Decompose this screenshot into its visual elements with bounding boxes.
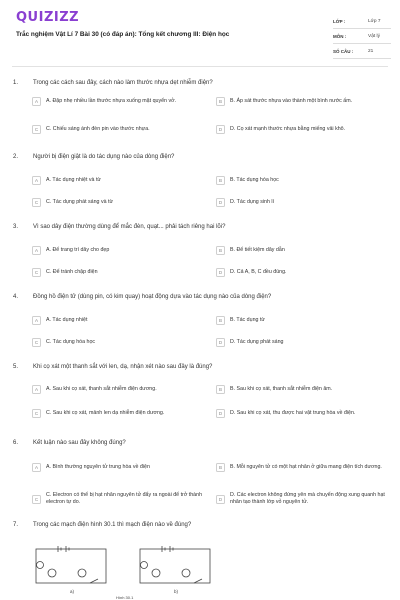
option-text: D. Cả A, B, C đều đúng. xyxy=(230,269,287,275)
ammeter-icon xyxy=(152,569,160,577)
option-letter-box: A xyxy=(32,97,41,106)
option-letter-box: D xyxy=(216,198,225,207)
option-b[interactable] xyxy=(216,463,392,472)
option-letter-box: C xyxy=(32,338,41,347)
question-text: Đồng hồ điện tử (dùng pin, có kim quay) hoạt động dựa vào tác dụng nào của dòng điện? xyxy=(33,294,272,300)
option-text: C. Electron có thể bị hạt nhân nguyên tử đẩy ra ngoài để trở thành electron tự do. xyxy=(46,492,203,505)
meta-row-subject xyxy=(333,29,391,44)
question-number: 5. xyxy=(13,364,19,370)
option-text: C. Để tránh chập điện xyxy=(46,269,98,275)
worksheet-meta xyxy=(333,14,391,59)
option-text: A. Tác dụng nhiệt và từ xyxy=(46,177,101,183)
option-text: C. Chiếu sáng ánh đèn pin vào thước nhựa. xyxy=(46,126,150,132)
lamp-icon xyxy=(141,562,148,569)
question-text: Người bị điện giật là do tác dụng nào của dòng điện? xyxy=(33,154,175,160)
option-letter-box: B xyxy=(216,463,225,472)
worksheet-header xyxy=(0,0,400,64)
meta-value: Lớp 7 xyxy=(368,18,381,24)
option-c[interactable] xyxy=(32,198,212,207)
option-text: B. Mỗi nguyên tử có một hạt nhân ở giữa mang điện tích dương. xyxy=(230,464,382,470)
circuit-b-label: b) xyxy=(174,589,179,594)
option-letter-box: C xyxy=(32,268,41,277)
option-letter-box: A xyxy=(32,246,41,255)
option-c[interactable] xyxy=(32,492,212,506)
header-divider xyxy=(12,66,388,67)
option-letter-box: B xyxy=(216,97,225,106)
option-c[interactable] xyxy=(32,268,212,277)
voltmeter-icon xyxy=(78,569,86,577)
option-letter-box: C xyxy=(32,409,41,418)
option-d[interactable] xyxy=(216,198,392,207)
question-text: Trong các mạch điện hình 30.1 thì mạch điện nào về đúng? xyxy=(33,522,192,528)
option-text: C. Tác dụng phát sáng và từ xyxy=(46,199,114,205)
meta-label: MÔN : xyxy=(333,33,347,39)
meta-value: 21 xyxy=(368,48,374,54)
option-letter-box: C xyxy=(32,495,41,504)
option-letter-box: C xyxy=(32,125,41,134)
option-text: B. Tác dụng hóa học xyxy=(230,177,279,183)
option-b[interactable] xyxy=(216,176,392,185)
option-d[interactable] xyxy=(216,125,392,134)
option-letter-box: D xyxy=(216,338,225,347)
option-letter-box: B xyxy=(216,246,225,255)
option-letter-box: A xyxy=(32,385,41,394)
option-a[interactable] xyxy=(32,385,212,394)
option-letter-box: A xyxy=(32,463,41,472)
question-number: 1. xyxy=(13,80,19,86)
question-number: 6. xyxy=(13,440,19,446)
meta-value: Vật lý xyxy=(368,33,380,39)
meta-label: LỚP : xyxy=(333,18,346,24)
option-text: C. Tác dụng hóa học xyxy=(46,339,96,345)
meta-label: SỐ CÂU : xyxy=(333,48,354,54)
option-letter-box: D xyxy=(216,409,225,418)
option-text: A. Sau khi cọ xát, thanh sắt nhiễm điện dương. xyxy=(46,386,157,392)
circuit-b-wire xyxy=(140,549,210,583)
option-c[interactable] xyxy=(32,125,212,134)
lamp-icon xyxy=(37,562,44,569)
option-d[interactable] xyxy=(216,268,392,277)
option-text: B. Để tiết kiệm dây dẫn xyxy=(230,247,285,253)
option-text: D. Cọ xát mạnh thước nhựa bằng miếng vải khô. xyxy=(230,126,346,132)
option-text: C. Sau khi cọ xát, mảnh len dạ nhiễm điện dương. xyxy=(46,410,165,416)
option-d[interactable] xyxy=(216,338,392,347)
option-text: A. Tác dụng nhiệt xyxy=(46,317,88,323)
switch-icon xyxy=(194,579,202,583)
circuit-a-wire xyxy=(36,549,106,583)
question-number: 3. xyxy=(13,224,19,230)
ammeter-icon xyxy=(48,569,56,577)
option-letter-box: C xyxy=(32,198,41,207)
option-b[interactable] xyxy=(216,385,392,394)
option-b[interactable] xyxy=(216,97,392,106)
option-letter-box: B xyxy=(216,316,225,325)
option-text: D. Sau khi cọ xát, thu được hai vật trung hòa về điện. xyxy=(230,410,356,416)
option-text: D. Tác dụng phát sáng xyxy=(230,339,284,345)
option-text: A. Để trang trí dây cho đẹp xyxy=(46,247,110,253)
option-c[interactable] xyxy=(32,338,212,347)
option-text: D. Các electron không đứng yên mà chuyển động xung quanh hạt nhân tạo thành lớp vỏ nguyên tử. xyxy=(230,492,385,505)
option-text: B. Áp sát thước nhựa vào thành một bình nước ấm. xyxy=(230,98,353,104)
option-d[interactable] xyxy=(216,492,392,506)
option-b[interactable] xyxy=(216,316,392,325)
option-letter-box: B xyxy=(216,176,225,185)
option-b[interactable] xyxy=(216,246,392,255)
circuit-diagram-figure xyxy=(30,545,220,600)
question-number: 2. xyxy=(13,154,19,160)
voltmeter-icon xyxy=(182,569,190,577)
switch-icon xyxy=(90,579,98,583)
quizizz-logo: QUIZIZZ xyxy=(16,10,80,25)
option-text: B. Tác dụng từ xyxy=(230,317,265,323)
option-letter-box: A xyxy=(32,316,41,325)
question-number: 7. xyxy=(13,522,19,528)
circuit-a-label: a) xyxy=(70,589,75,594)
question-text: Khi cọ xát một thanh sắt với len, dạ, nhận xét nào sau đây là đúng? xyxy=(33,364,213,370)
question-text: Vì sao dây điện thường dùng để mắc đèn, quạt... phải tách riêng hai lõi? xyxy=(33,224,226,230)
option-text: A. Bình thường nguyên tử trung hòa về điện xyxy=(46,464,150,470)
question-text: Trong các cách sau đây, cách nào làm thước nhựa dẹt nhiễm điện? xyxy=(33,80,213,86)
option-a[interactable] xyxy=(32,316,212,325)
question-text: Kết luận nào sau đây không đúng? xyxy=(33,440,126,446)
figure-caption: Hình 30.1 xyxy=(116,595,134,600)
option-letter-box: D xyxy=(216,495,225,504)
option-text: B. Sau khi cọ xát, thanh sắt nhiễm điện âm. xyxy=(230,386,333,392)
option-a[interactable] xyxy=(32,176,212,185)
question-number: 4. xyxy=(13,294,19,300)
option-d[interactable] xyxy=(216,409,392,418)
option-text: D. Tác dụng sinh lí xyxy=(230,199,275,205)
worksheet-title: Trắc nghiệm Vật Lí 7 Bài 30 (có đáp án): Tổng kết chương III: Điện học xyxy=(16,31,230,38)
option-a[interactable] xyxy=(32,97,212,106)
meta-row-count xyxy=(333,44,391,59)
option-text: A. Đập nhẹ nhiều lần thước nhựa xuống mặt quyển vở. xyxy=(46,98,177,104)
option-letter-box: D xyxy=(216,268,225,277)
option-a[interactable] xyxy=(32,463,212,472)
option-letter-box: D xyxy=(216,125,225,134)
option-letter-box: B xyxy=(216,385,225,394)
option-letter-box: A xyxy=(32,176,41,185)
meta-row-class xyxy=(333,14,391,29)
option-c[interactable] xyxy=(32,409,212,418)
option-a[interactable] xyxy=(32,246,212,255)
